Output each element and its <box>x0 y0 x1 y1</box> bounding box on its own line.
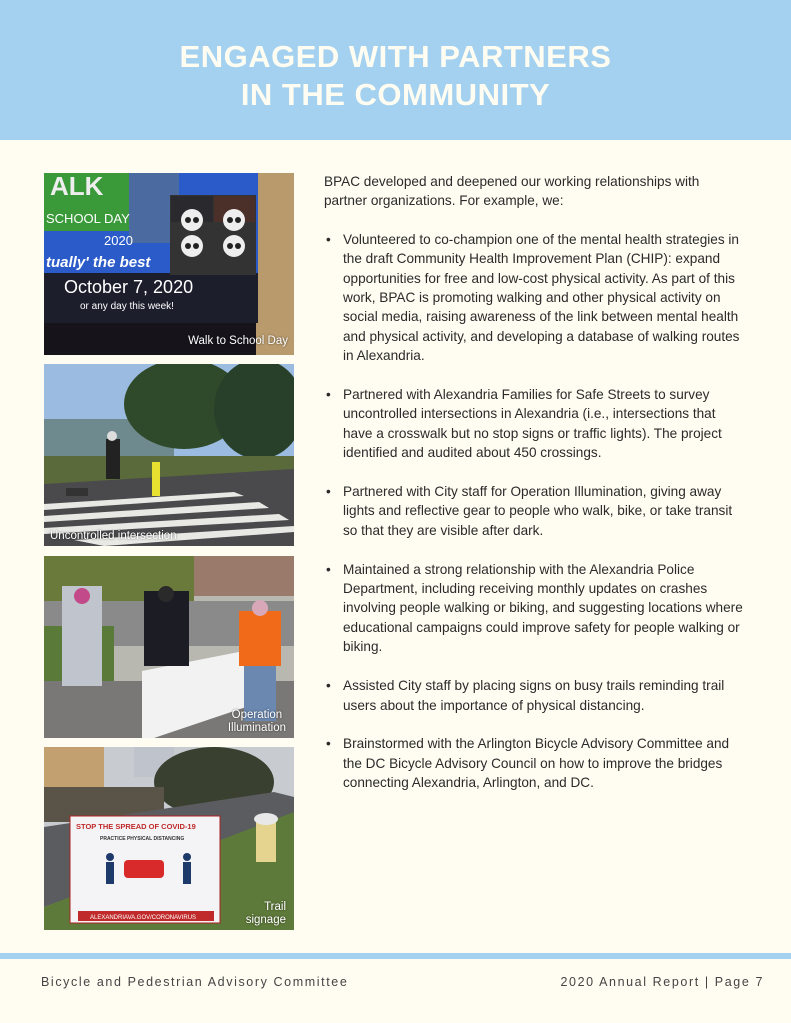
list-item <box>324 482 744 540</box>
sign-subhead-text: PRACTICE PHYSICAL DISTANCING <box>100 836 185 842</box>
bullet-icon: • <box>326 678 331 694</box>
screen-walk-text: ALK <box>50 173 104 201</box>
list-item-text: Partnered with Alexandria Families for Safe Streets to survey uncontrolled intersections in Alexandria (i.e., intersections that have a crosswalk but no stop signs or traffic lights). The project identified and audited about 450 crossings. <box>343 387 722 461</box>
body-text <box>324 172 744 812</box>
bullet-icon: • <box>326 484 331 500</box>
uncontrolled-intersection-image <box>44 364 294 546</box>
bullet-icon: • <box>326 736 331 752</box>
page-title <box>0 38 791 114</box>
list-item-text: Brainstormed with the Arlington Bicycle Advisory Committee and the DC Bicycle Advisory Council on how to improve the bridges connecting Alexandria, Arlington, and DC. <box>343 736 730 791</box>
photo-operation-illumination <box>44 556 294 738</box>
walk-to-school-day-image <box>44 173 294 355</box>
list-item <box>324 230 744 366</box>
photo-caption: Walk to School Day <box>188 335 288 347</box>
list-item-text: Partnered with City staff for Operation Illumination, giving away lights and reflective gear to people who walk, bike, or take transit so that they are visible after dark. <box>343 484 733 538</box>
photo-caption <box>246 901 286 927</box>
screen-year-text: 2020 <box>104 233 133 248</box>
caption-line-1: Operation <box>231 709 283 721</box>
photo-caption: Uncontrolled intersection <box>50 530 177 542</box>
bullet-icon: • <box>326 387 331 403</box>
intro-paragraph: BPAC developed and deepened our working relationships with partner organizations. For example, we: <box>324 174 700 209</box>
list-item-text: Assisted City staff by placing signs on busy trails reminding trail users about the importance of physical distancing. <box>343 678 725 713</box>
caption-line-1: Trail <box>264 901 286 913</box>
title-line-1: ENGAGED WITH PARTNERS <box>179 39 612 74</box>
list-item <box>324 560 744 657</box>
photo-caption <box>228 709 286 735</box>
footer-divider <box>0 953 791 959</box>
sign-headline-text: STOP THE SPREAD OF COVID-19 <box>76 822 196 831</box>
caption-line-2: signage <box>245 914 286 926</box>
bullet-icon: • <box>326 231 331 247</box>
footer-organization: Bicycle and Pedestrian Advisory Committee <box>41 975 349 989</box>
caption-line-2: Illumination <box>227 722 286 734</box>
bullet-list <box>324 230 744 793</box>
list-item <box>324 734 744 792</box>
photo-uncontrolled-intersection <box>44 364 294 546</box>
list-item <box>324 676 744 715</box>
screen-school-day-text: SCHOOL DAY <box>46 211 130 226</box>
page-header <box>0 0 791 140</box>
sign-url-text: ALEXANDRIAVA.GOV/CORONAVIRUS <box>90 915 197 921</box>
bullet-icon: • <box>326 561 331 577</box>
title-line-2: IN THE COMMUNITY <box>240 77 551 112</box>
list-item <box>324 385 744 463</box>
photo-trail-signage <box>44 747 294 930</box>
list-item-text: Maintained a strong relationship with the Alexandria Police Department, including receiving monthly updates on crashes involving people walking or biking, and suggesting locations where educational campaigns could improve safety for people walking or biking. <box>343 561 743 655</box>
photo-walk-to-school-day <box>44 173 294 355</box>
list-item-text: Volunteered to co-champion one of the mental health strategies in the draft Community Health Improvement Plan (CHIP): expand opportunities for free and low-cost physical activity. As part of this work, BPAC is promoting walking and other physical activity on social media, raising awareness of the link between mental health and physical activity, and developing a database of walking routes in Alexandria. <box>343 231 740 364</box>
screen-date-text: October 7, 2020 <box>64 277 194 297</box>
screen-tagline-text: tually' the best <box>46 254 151 271</box>
screen-sub-text: or any day this week! <box>80 301 174 312</box>
footer-page-number: 2020 Annual Report | Page 7 <box>560 975 764 989</box>
